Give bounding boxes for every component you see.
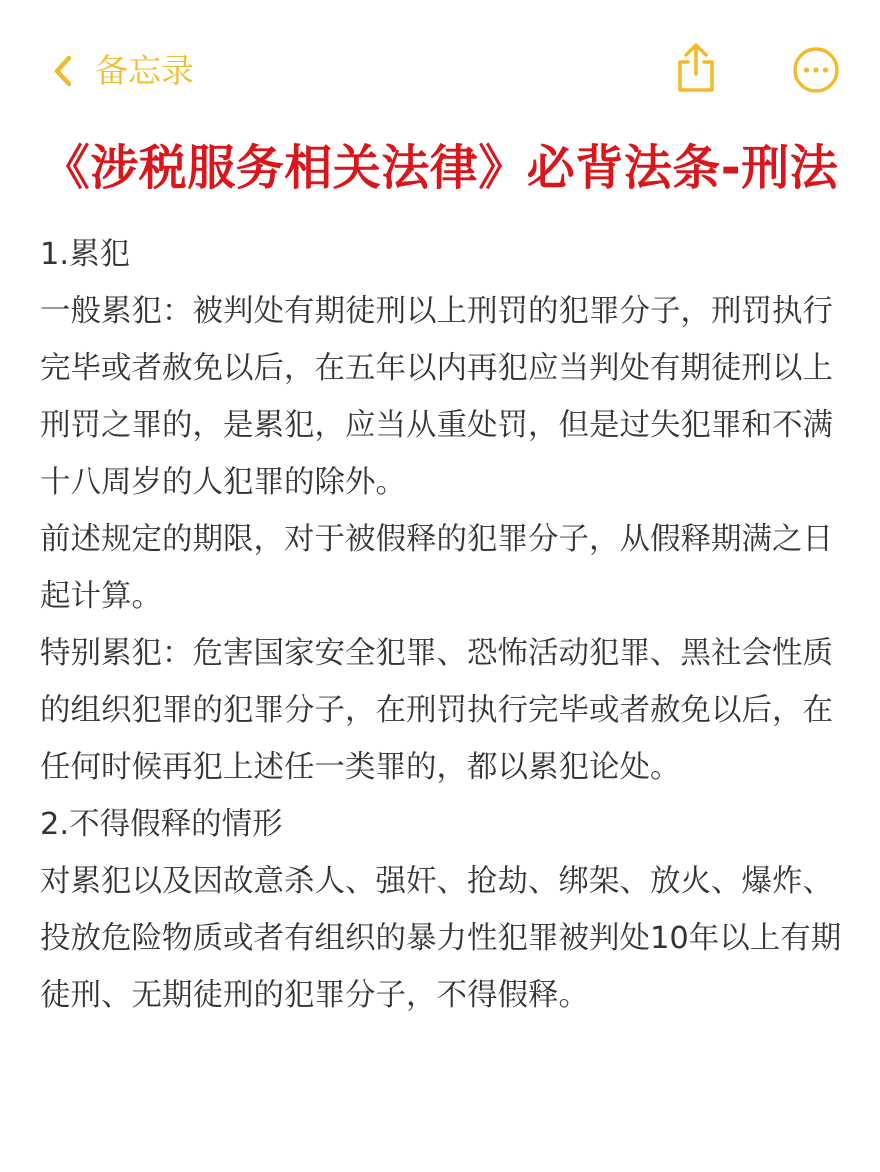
more-icon xyxy=(792,79,840,98)
note-body[interactable] xyxy=(40,226,844,1024)
chevron-left-icon xyxy=(48,48,78,94)
note-paragraph: 2.不得假释的情形 xyxy=(40,807,283,842)
note-paragraph: 前述规定的期限，对于被假释的犯罪分子，从假释期满之日起计算。 xyxy=(40,522,833,614)
share-button[interactable] xyxy=(672,42,720,94)
back-button[interactable] xyxy=(48,48,194,94)
more-button[interactable] xyxy=(792,46,840,94)
back-button-label: 备忘录 xyxy=(95,51,194,90)
note-paragraph: 1.累犯 xyxy=(40,237,131,272)
note-title: 《涉税服务相关法律》必背法条-刑法 xyxy=(41,140,839,196)
note-paragraph: 对累犯以及因故意杀人、强奸、抢劫、绑架、放火、爆炸、投放危险物质或者有组织的暴力性犯罪被判处10年以上有期徒刑、无期徒刑的犯罪分子，不得假释。 xyxy=(40,864,842,1013)
note-paragraph: 特别累犯：危害国家安全犯罪、恐怖活动犯罪、黑社会性质的组织犯罪的犯罪分子，在刑罚执行完毕或者赦免以后，在任何时候再犯上述任一类罪的，都以累犯论处。 xyxy=(40,636,833,785)
navigation-bar xyxy=(0,0,880,130)
share-icon xyxy=(672,79,720,98)
note-paragraph: 一般累犯：被判处有期徒刑以上刑罚的犯罪分子，刑罚执行完毕或者赦免以后，在五年以内再犯应当判处有期徒刑以上刑罚之罪的，是累犯，应当从重处罚，但是过失犯罪和不满十八周岁的人犯罪的除外。 xyxy=(40,294,833,500)
